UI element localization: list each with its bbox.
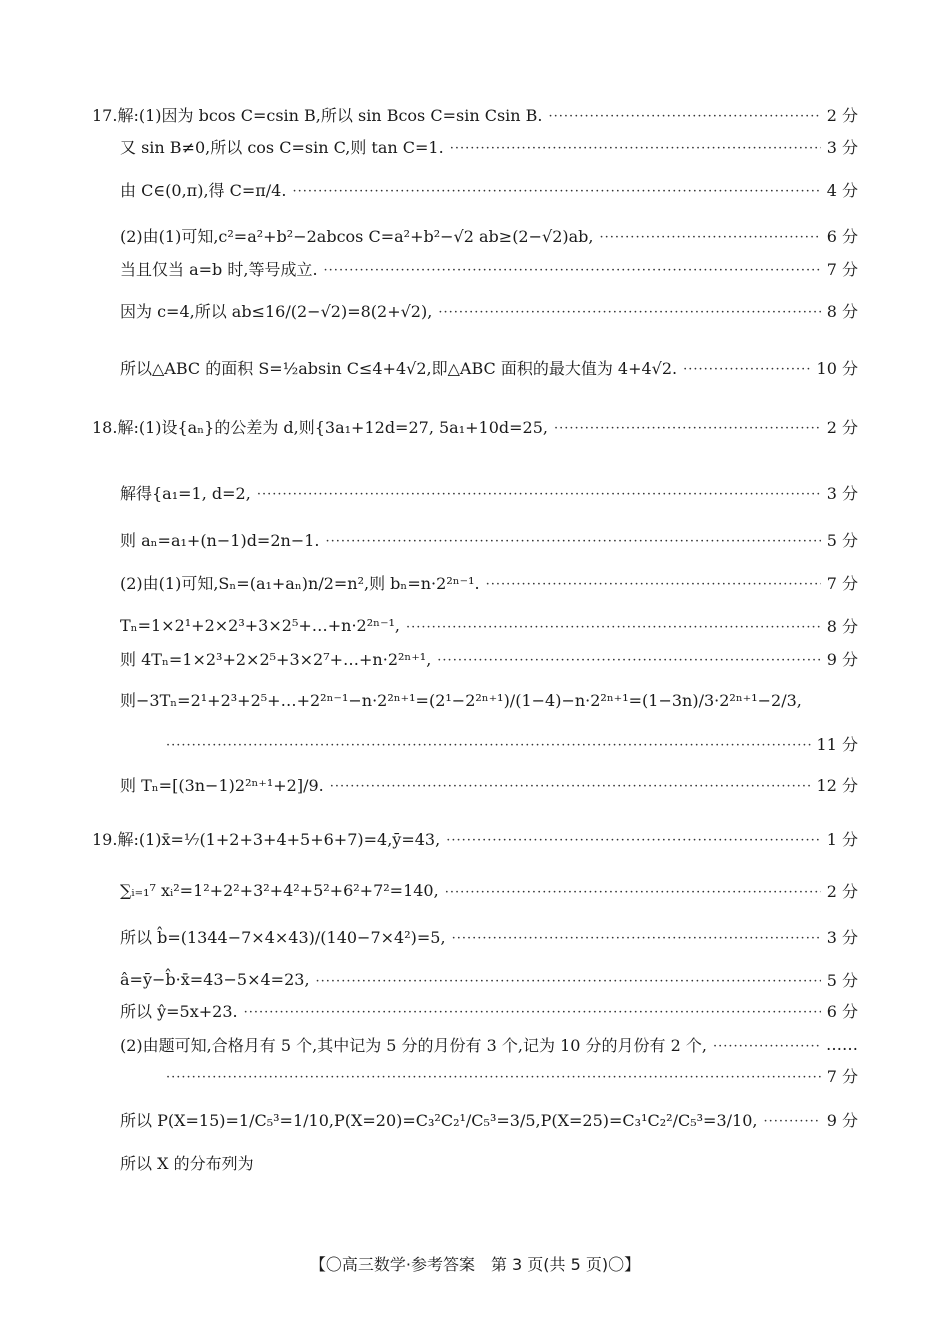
line-text: 所以△ABC 的面积 S=½absin C≤4+4√2,即△ABC 面积的最大值为 4+4√2. <box>120 359 678 378</box>
score-points: 7 分 <box>826 1067 858 1086</box>
score-points: …… <box>826 1035 858 1054</box>
line-text: 所以 ŷ=5x+23. <box>120 1002 238 1021</box>
leader-dots <box>324 261 821 277</box>
answer-line <box>92 103 858 126</box>
line-text: 解得{a₁=1, d=2, <box>120 484 251 503</box>
score-points: 7 分 <box>826 260 858 279</box>
line-text: 所以 b̂=(1344−7×4×43)/(140−7×4²)=5, <box>120 928 446 947</box>
answer-line <box>120 688 858 711</box>
answer-line <box>120 773 858 796</box>
score-points: 3 分 <box>826 484 858 503</box>
score-points: 12 分 <box>816 776 858 795</box>
score-points: 1 分 <box>826 830 858 849</box>
score-points: 5 分 <box>826 531 858 550</box>
answer-line <box>92 415 858 438</box>
answer-line <box>120 356 858 379</box>
line-text: 17.解:(1)因为 bcos C=csin B,所以 sin Bcos C=sin Csin B. <box>92 106 543 125</box>
leader-dots <box>452 929 821 945</box>
line-text: 18.解:(1)设{aₙ}的公差为 d,则{3a₁+12d=27, 5a₁+10d=25, <box>92 418 548 437</box>
leader-dots <box>437 651 820 667</box>
answer-line <box>120 257 858 280</box>
line-text: 又 sin B≠0,所以 cos C=sin C,则 tan C=1. <box>120 138 444 157</box>
score-points: 8 分 <box>826 302 858 321</box>
leader-dots <box>166 736 811 752</box>
answer-line <box>120 925 858 948</box>
answer-line <box>120 571 858 594</box>
leader-dots <box>438 303 820 319</box>
line-text: 因为 c=4,所以 ab≤16/(2−√2)=8(2+√2), <box>120 302 433 321</box>
line-text: 当且仅当 a=b 时,等号成立. <box>120 260 318 279</box>
leader-dots <box>763 1112 820 1128</box>
score-points: 3 分 <box>826 928 858 947</box>
line-text: (2)由(1)可知,Sₙ=(a₁+aₙ)n/2=n²,则 bₙ=n·2²ⁿ⁻¹. <box>120 574 480 593</box>
answer-line <box>120 968 858 991</box>
answer-line <box>160 732 858 755</box>
leader-dots <box>330 777 811 793</box>
score-points: 9 分 <box>826 1111 858 1130</box>
score-points: 8 分 <box>826 617 858 636</box>
answer-line <box>120 178 858 201</box>
leader-dots <box>257 485 821 501</box>
score-points: 4 分 <box>826 181 858 200</box>
leader-dots <box>486 575 821 591</box>
score-points: 2 分 <box>826 106 858 125</box>
leader-dots <box>166 1068 821 1084</box>
line-text: 19.解:(1)x̄=⅐(1+2+3+4+5+6+7)=4,ȳ=43, <box>92 830 441 849</box>
answer-line <box>120 1033 858 1056</box>
answer-line <box>120 135 858 158</box>
line-text: â=ȳ−b̂·x̄=43−5×4=23, <box>120 970 310 989</box>
line-text: 则 Tₙ=[(3n−1)2²ⁿ⁺¹+2]/9. <box>120 776 324 795</box>
leader-dots <box>600 228 821 244</box>
leader-dots <box>446 831 821 847</box>
leader-dots <box>713 1037 820 1053</box>
line-text: 所以 P(X=15)=1/C₅³=1/10,P(X=20)=C₃²C₂¹/C₅³=3/5,P(X=25)=C₃¹C₂²/C₅³=3/10, <box>120 1111 758 1130</box>
score-points: 7 分 <box>826 574 858 593</box>
score-points: 2 分 <box>826 882 858 901</box>
leader-dots <box>316 972 821 988</box>
answer-line <box>120 224 858 247</box>
line-text: 则 aₙ=a₁+(n−1)d=2n−1. <box>120 531 320 550</box>
leader-dots <box>683 360 810 376</box>
leader-dots <box>326 532 821 548</box>
score-points: 11 分 <box>816 735 858 754</box>
score-points: 6 分 <box>826 227 858 246</box>
answer-line <box>120 614 858 637</box>
leader-dots <box>554 419 821 435</box>
score-points: 10 分 <box>816 359 858 378</box>
answer-line <box>120 999 858 1022</box>
leader-dots <box>450 139 821 155</box>
leader-dots <box>445 883 821 899</box>
answer-line <box>120 647 858 670</box>
answer-line <box>92 827 858 850</box>
leader-dots <box>406 618 821 634</box>
leader-dots <box>244 1003 821 1019</box>
line-text: (2)由(1)可知,c²=a²+b²−2abcos C=a²+b²−√2 ab≥(2−√2)ab, <box>120 227 594 246</box>
line-text: 则 4Tₙ=1×2³+2×2⁵+3×2⁷+…+n·2²ⁿ⁺¹, <box>120 650 432 669</box>
line-text: ∑ᵢ₌₁⁷ xᵢ²=1²+2²+3²+4²+5²+6²+7²=140, <box>120 881 439 900</box>
answer-line <box>120 1108 858 1131</box>
answer-line <box>120 528 858 551</box>
score-points: 9 分 <box>826 650 858 669</box>
line-text: 所以 X 的分布列为 <box>120 1154 254 1173</box>
answer-line <box>120 299 858 322</box>
score-points: 5 分 <box>826 971 858 990</box>
score-points: 6 分 <box>826 1002 858 1021</box>
answer-line <box>160 1064 858 1087</box>
leader-dots <box>292 182 820 198</box>
answer-line <box>120 879 858 902</box>
leader-dots <box>549 107 821 123</box>
page-footer: 【〇高三数学·参考答案 第 3 页(共 5 页)〇】 <box>309 1255 641 1274</box>
line-text: Tₙ=1×2¹+2×2³+3×2⁵+…+n·2²ⁿ⁻¹, <box>120 616 401 635</box>
line-text: (2)由题可知,合格月有 5 个,其中记为 5 分的月份有 3 个,记为 10 分的月份有 2 个, <box>120 1036 707 1055</box>
answer-line <box>120 481 858 504</box>
score-points: 2 分 <box>826 418 858 437</box>
answer-line <box>120 1151 858 1174</box>
score-points: 3 分 <box>826 138 858 157</box>
line-text: 则−3Tₙ=2¹+2³+2⁵+…+2²ⁿ⁻¹−n·2²ⁿ⁺¹=(2¹−2²ⁿ⁺¹)/(1−4)−n·2²ⁿ⁺¹=(1−3n)/3·2²ⁿ⁺¹−2/3, <box>120 691 802 710</box>
line-text: 由 C∈(0,π),得 C=π/4. <box>120 181 287 200</box>
